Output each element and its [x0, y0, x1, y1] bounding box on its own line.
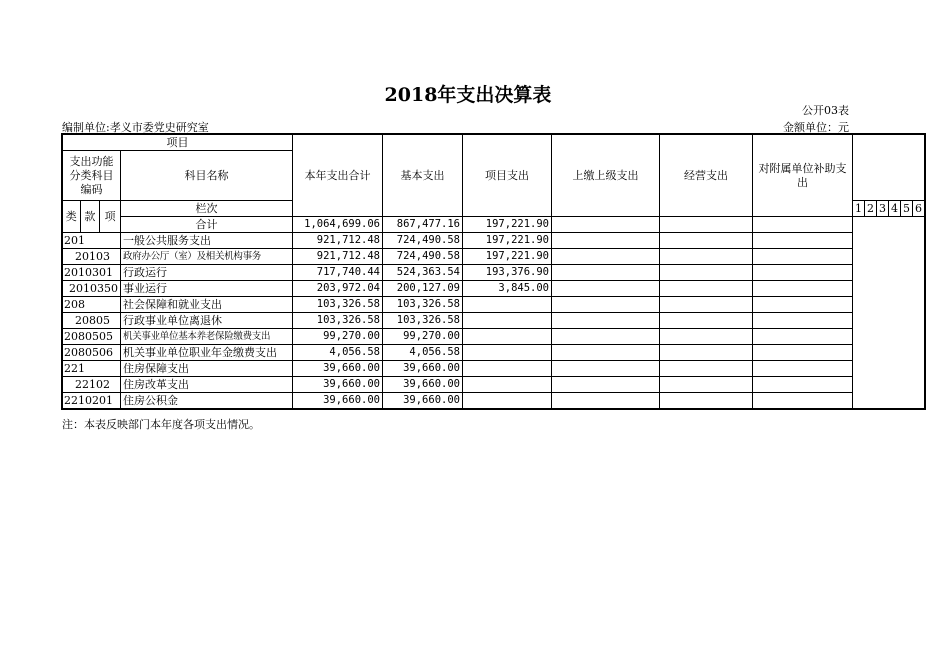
- row-value-5: [660, 345, 753, 361]
- table-row: [62, 249, 925, 265]
- total-value-1: 1,064,699.06: [293, 217, 383, 233]
- row-value-2: 39,660.00: [383, 393, 463, 410]
- table-row: [62, 297, 925, 313]
- row-value-3: [463, 313, 552, 329]
- total-value-2: 867,477.16: [383, 217, 463, 233]
- row-code: 201: [62, 233, 121, 249]
- row-value-5: [660, 377, 753, 393]
- row-name: 住房公积金: [121, 393, 293, 410]
- row-value-6: [753, 393, 853, 410]
- table-row: [62, 329, 925, 345]
- row-name: 政府办公厅（室）及相关机构事务: [121, 249, 293, 265]
- row-value-3: [463, 345, 552, 361]
- report-title: 2018年支出决算表: [384, 84, 552, 106]
- row-name: 行政运行: [121, 265, 293, 281]
- compiling-unit: 编制单位:孝义市委党史研究室: [62, 121, 209, 134]
- header-name-label: 科目名称: [121, 151, 293, 201]
- row-value-6: [753, 249, 853, 265]
- table-row: [62, 265, 925, 281]
- header-lanci: 栏次: [121, 201, 293, 217]
- row-value-6: [753, 281, 853, 297]
- row-code: 2010301: [62, 265, 121, 281]
- row-value-3: 3,845.00: [463, 281, 552, 297]
- row-value-6: [753, 329, 853, 345]
- table-row: [62, 377, 925, 393]
- row-value-2: 103,326.58: [383, 313, 463, 329]
- row-code: 2080506: [62, 345, 121, 361]
- col-index-3: 3: [877, 201, 889, 217]
- row-value-4: [552, 297, 660, 313]
- row-code: 20805: [62, 313, 121, 329]
- row-name: 一般公共服务支出: [121, 233, 293, 249]
- row-value-1: 4,056.58: [293, 345, 383, 361]
- row-value-6: [753, 377, 853, 393]
- row-value-4: [552, 233, 660, 249]
- row-value-4: [552, 377, 660, 393]
- total-value-3: 197,221.90: [463, 217, 552, 233]
- header-xiang: 项: [100, 201, 121, 233]
- row-value-3: [463, 329, 552, 345]
- row-value-3: [463, 393, 552, 410]
- row-value-1: 103,326.58: [293, 297, 383, 313]
- row-name: 住房保障支出: [121, 361, 293, 377]
- table-note: 注：本表反映部门本年度各项支出情况。: [62, 418, 260, 431]
- header-col-4: 上缴上级支出: [552, 134, 660, 217]
- row-value-6: [753, 265, 853, 281]
- row-value-1: 39,660.00: [293, 377, 383, 393]
- header-row-1: [62, 134, 925, 151]
- row-value-4: [552, 265, 660, 281]
- row-value-3: [463, 297, 552, 313]
- row-value-6: [753, 233, 853, 249]
- total-label: 合计: [121, 217, 293, 233]
- row-code: 208: [62, 297, 121, 313]
- row-value-5: [660, 361, 753, 377]
- row-value-5: [660, 281, 753, 297]
- row-name: 住房改革支出: [121, 377, 293, 393]
- table-row: [62, 313, 925, 329]
- row-value-2: 724,490.58: [383, 249, 463, 265]
- header-item: 项目: [62, 134, 293, 151]
- header-col-1: 本年支出合计: [293, 134, 383, 217]
- row-value-5: [660, 313, 753, 329]
- total-row: [62, 217, 925, 233]
- row-value-1: 717,740.44: [293, 265, 383, 281]
- row-value-1: 39,660.00: [293, 361, 383, 377]
- row-value-5: [660, 329, 753, 345]
- row-value-3: 197,221.90: [463, 249, 552, 265]
- row-value-5: [660, 297, 753, 313]
- row-code: 2080505: [62, 329, 121, 345]
- row-value-2: 103,326.58: [383, 297, 463, 313]
- row-value-3: [463, 361, 552, 377]
- row-code: 221: [62, 361, 121, 377]
- header-lei: 类: [62, 201, 80, 233]
- header-col-2: 基本支出: [383, 134, 463, 217]
- row-value-2: 4,056.58: [383, 345, 463, 361]
- row-value-4: [552, 249, 660, 265]
- row-value-2: 724,490.58: [383, 233, 463, 249]
- row-value-3: [463, 377, 552, 393]
- table-row: [62, 233, 925, 249]
- row-value-1: 921,712.48: [293, 249, 383, 265]
- row-value-2: 39,660.00: [383, 361, 463, 377]
- header-code-label: 支出功能分类科目编码: [62, 151, 121, 201]
- row-value-4: [552, 361, 660, 377]
- total-value-4: [552, 217, 660, 233]
- row-name: 行政事业单位离退休: [121, 313, 293, 329]
- row-value-5: [660, 249, 753, 265]
- col-index-1: 1: [853, 201, 865, 217]
- table-row: [62, 281, 925, 297]
- row-value-2: 99,270.00: [383, 329, 463, 345]
- table-row: [62, 361, 925, 377]
- total-value-5: [660, 217, 753, 233]
- table-row: [62, 345, 925, 361]
- col-index-5: 5: [901, 201, 913, 217]
- row-name: 机关事业单位职业年金缴费支出: [121, 345, 293, 361]
- row-name: 事业运行: [121, 281, 293, 297]
- row-value-6: [753, 345, 853, 361]
- row-name: 社会保障和就业支出: [121, 297, 293, 313]
- row-value-4: [552, 345, 660, 361]
- expenditure-table: [61, 133, 926, 410]
- row-value-4: [552, 313, 660, 329]
- row-value-4: [552, 393, 660, 410]
- row-value-1: 99,270.00: [293, 329, 383, 345]
- row-value-4: [552, 281, 660, 297]
- row-value-5: [660, 393, 753, 410]
- col-index-4: 4: [889, 201, 901, 217]
- row-code: 22102: [62, 377, 121, 393]
- col-index-6: 6: [913, 201, 926, 217]
- row-value-4: [552, 329, 660, 345]
- row-value-1: 921,712.48: [293, 233, 383, 249]
- header-col-6: 对附属单位补助支出: [753, 134, 853, 217]
- row-name: 机关事业单位基本养老保险缴费支出: [121, 329, 293, 345]
- row-value-5: [660, 233, 753, 249]
- header-kuan: 款: [80, 201, 100, 233]
- total-value-6: [753, 217, 853, 233]
- row-value-1: 39,660.00: [293, 393, 383, 410]
- row-code: 2010350: [62, 281, 121, 297]
- header-col-5: 经营支出: [660, 134, 753, 217]
- row-value-3: 197,221.90: [463, 233, 552, 249]
- row-value-3: 193,376.90: [463, 265, 552, 281]
- row-value-5: [660, 265, 753, 281]
- row-code: 2210201: [62, 393, 121, 410]
- currency-unit: 金额单位：元: [783, 121, 849, 134]
- row-code: 20103: [62, 249, 121, 265]
- header-col-3: 项目支出: [463, 134, 552, 217]
- row-value-6: [753, 297, 853, 313]
- form-number: 公开03表: [802, 104, 849, 117]
- row-value-2: 39,660.00: [383, 377, 463, 393]
- col-index-2: 2: [865, 201, 877, 217]
- row-value-1: 203,972.04: [293, 281, 383, 297]
- row-value-1: 103,326.58: [293, 313, 383, 329]
- row-value-6: [753, 313, 853, 329]
- table-row: [62, 393, 925, 410]
- row-value-6: [753, 361, 853, 377]
- row-value-2: 200,127.09: [383, 281, 463, 297]
- row-value-2: 524,363.54: [383, 265, 463, 281]
